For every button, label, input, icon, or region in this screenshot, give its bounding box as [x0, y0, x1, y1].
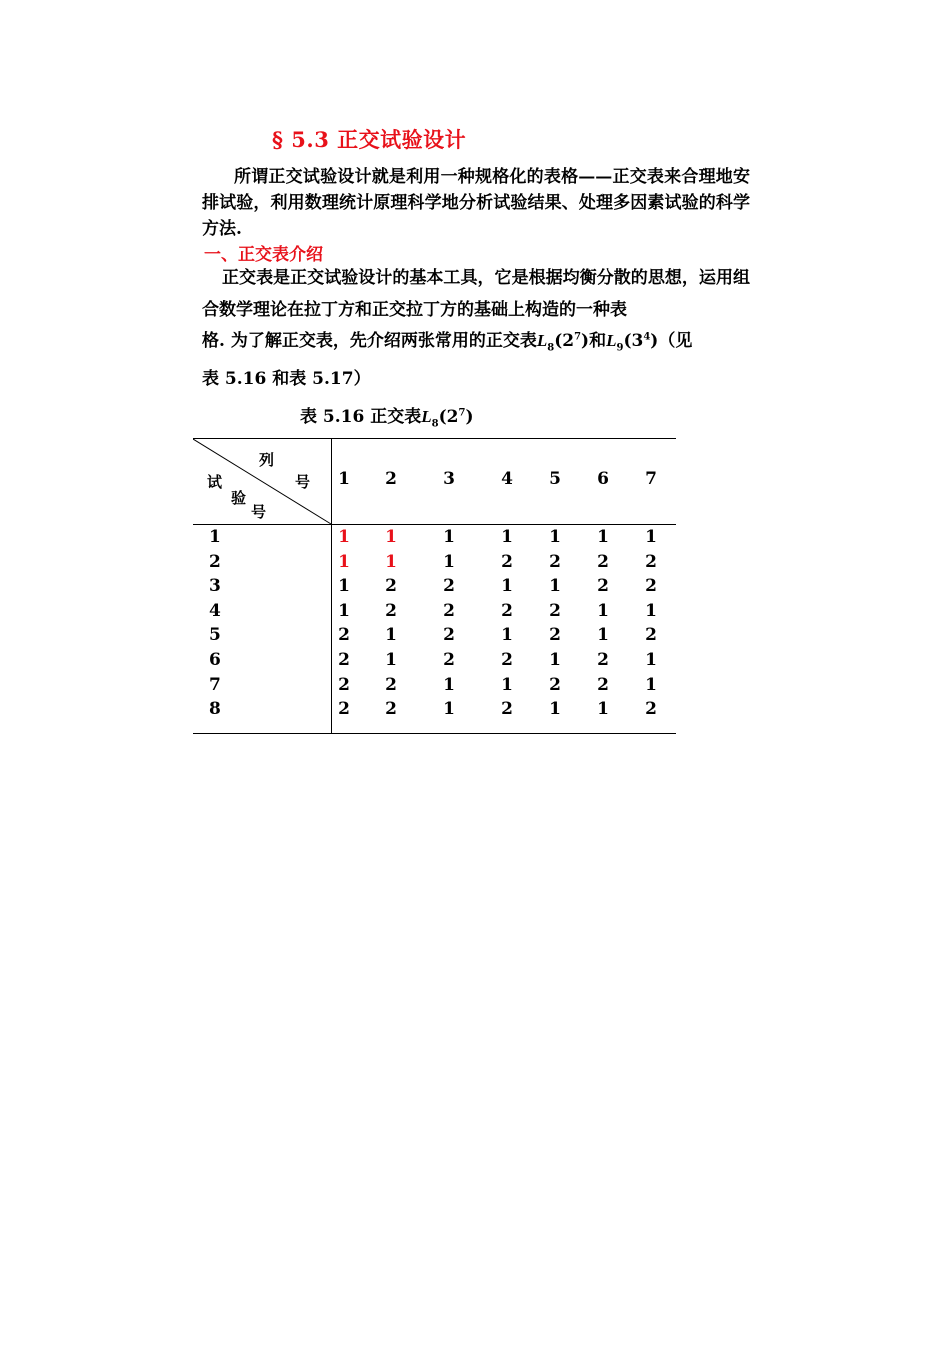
table-cell: 2: [549, 551, 561, 572]
column-header: 6: [597, 469, 609, 489]
table-cell: 2: [385, 699, 397, 720]
corner-label-test: 验: [231, 489, 247, 507]
caption-sub: 8: [431, 418, 439, 430]
table-cell: 2: [549, 600, 561, 621]
table-cell: 2: [645, 699, 657, 720]
body-paragraph: 正交表是正交试验设计的基本工具，它是根据均衡分散的思想，运用组合数学理论在拉丁方和正交拉丁方的基础上构造的一种表: [202, 268, 750, 320]
table-symbol-l8: L: [536, 331, 548, 350]
caption-open: (2: [438, 407, 459, 427]
table-cell: 2: [443, 600, 455, 621]
corner-label-number-top: 号: [295, 473, 311, 491]
line-prefix: 格. 为了解正交表，先介绍两张常用的正交表: [202, 331, 537, 351]
table-cell: 2: [645, 551, 657, 572]
table-cell: 1: [549, 699, 561, 720]
table-symbol-l9-close: ): [650, 331, 659, 351]
table-cell: 1: [645, 674, 657, 695]
table-cell: 2: [385, 674, 397, 695]
table-cell: 2: [549, 625, 561, 646]
table-cell: 1: [501, 576, 513, 597]
caption-prefix: 表 5.16 正交表: [300, 407, 422, 427]
table-caption: [300, 402, 474, 429]
column-header: 3: [443, 469, 455, 489]
table-symbol-l9-sup: 4: [643, 331, 651, 343]
table-cell: 1: [501, 674, 513, 695]
table-cell: 2: [645, 576, 657, 597]
table-cell: 2: [338, 674, 350, 695]
table-cell: 1: [597, 625, 609, 646]
column-header: 5: [549, 469, 561, 489]
line-mid: 和: [589, 331, 607, 351]
table-cell: 2: [443, 650, 455, 670]
table-cell: 2: [597, 551, 609, 572]
table-cell: 1: [385, 625, 397, 646]
corner-label-trial: 试: [207, 473, 223, 491]
table-cell: 2: [338, 650, 350, 670]
row-label: 3: [209, 576, 221, 597]
header-divider: [193, 524, 676, 525]
table-cell: 1: [385, 650, 397, 670]
table-cell: 1: [443, 527, 455, 547]
table-cell: 1: [501, 625, 513, 646]
table-cell: 2: [385, 600, 397, 621]
column-header: 7: [645, 469, 657, 489]
table-cell: 1: [645, 650, 657, 670]
row-label: 8: [209, 699, 221, 720]
column-header: 2: [385, 469, 397, 489]
line-suffix: （见: [658, 331, 693, 351]
table-cell: 1: [597, 699, 609, 720]
table-cell: 1: [338, 551, 350, 572]
table-symbol-l8-close: ): [581, 331, 590, 351]
table-cell: 2: [443, 576, 455, 597]
column-header: 1: [338, 469, 350, 489]
table-cell: 2: [338, 699, 350, 720]
table-cell: 2: [597, 576, 609, 597]
caption-symbol: L: [421, 407, 432, 426]
body-line-refs: 表 5.16 和表 5.17）: [202, 369, 371, 389]
table-cell: 1: [338, 600, 350, 621]
section-title: § 5.3 正交试验设计: [272, 127, 467, 152]
table-cell: 1: [549, 527, 561, 547]
table-cell: 1: [443, 674, 455, 695]
table-cell: 1: [443, 699, 455, 720]
table-cell: 1: [385, 527, 397, 547]
table-cell: 2: [501, 600, 513, 621]
table-symbol-l8-sup: 7: [574, 331, 582, 343]
table-symbol-l8-sub: 8: [547, 342, 555, 354]
table-cell: 1: [443, 551, 455, 572]
table-cell: 1: [501, 527, 513, 547]
table-cell: 2: [501, 699, 513, 720]
table-cell: 2: [597, 674, 609, 695]
table-cell: 1: [597, 600, 609, 621]
table-cell: 2: [501, 650, 513, 670]
subheading: 一、正交表介绍: [204, 245, 323, 265]
table-cell: 2: [645, 625, 657, 646]
row-label: 5: [209, 625, 221, 646]
row-label: 6: [209, 650, 221, 670]
table-cell: 1: [597, 527, 609, 547]
table-cell: 1: [645, 527, 657, 547]
row-label: 2: [209, 551, 221, 572]
orthogonal-table: [193, 438, 676, 734]
row-label: 4: [209, 600, 221, 621]
table-cell: 1: [549, 576, 561, 597]
table-cell: 2: [443, 625, 455, 646]
table-symbol-l9-open: (3: [623, 331, 644, 351]
table-symbol-l9-sub: 9: [616, 342, 624, 354]
table-cell: 2: [549, 674, 561, 695]
table-cell: 1: [338, 527, 350, 547]
table-symbol-l8-open: (2: [554, 331, 575, 351]
column-header: 4: [501, 469, 513, 489]
table-cell: 1: [645, 600, 657, 621]
row-label-divider: [331, 439, 332, 733]
table-cell: 2: [338, 625, 350, 646]
table-cell: 1: [338, 576, 350, 597]
table-cell: 1: [385, 551, 397, 572]
body-line-tables: [202, 326, 692, 353]
row-label: 1: [209, 527, 221, 547]
intro-paragraph: 所谓正交试验设计就是利用一种规格化的表格——正交表来合理地安排试验，利用数理统计原理科学地分析试验结果、处理多因素试验的科学方法.: [202, 167, 750, 239]
caption-sup: 7: [458, 407, 466, 419]
table-cell: 1: [549, 650, 561, 670]
row-label: 7: [209, 674, 221, 695]
corner-label-number-bottom: 号: [251, 503, 267, 521]
caption-close: ): [465, 407, 474, 427]
table-cell: 2: [385, 576, 397, 597]
table-cell: 2: [501, 551, 513, 572]
table-symbol-l9: L: [606, 331, 617, 350]
table-cell: 2: [597, 650, 609, 670]
corner-label-column: 列: [259, 451, 275, 469]
